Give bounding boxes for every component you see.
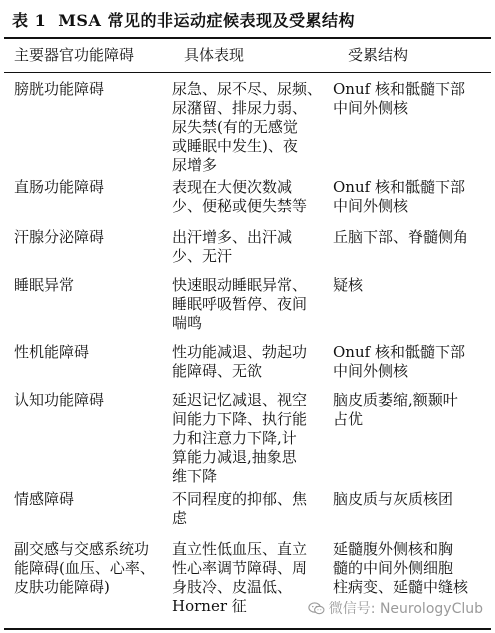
table-number: 表 1 xyxy=(12,11,47,30)
watermark-text: 微信号: NeurologyClub xyxy=(328,601,483,617)
header-manifestation: 具体表现 xyxy=(184,46,245,64)
row-manifestation-sexual: 性功能减退、勃起功 能障碍、无欲 xyxy=(172,343,308,380)
row-organ-sweat: 汗腺分泌障碍 xyxy=(14,228,105,246)
row-organ-affective: 情感障碍 xyxy=(14,490,75,508)
row-manifestation-sweat: 出汗增多、出汗减 少、无汗 xyxy=(172,228,293,265)
top-rule xyxy=(4,37,491,39)
row-organ-sexual: 性机能障碍 xyxy=(14,343,90,361)
row-organ-autonomic: 副交感与交感系统功 能障碍(血压、心率、 皮肤功能障碍) xyxy=(14,540,155,596)
row-structure-sleep: 疑核 xyxy=(333,276,364,294)
row-structure-rectum: Onuf 核和骶髓下部 中间外侧核 xyxy=(333,178,465,215)
row-manifestation-sleep: 快速眼动睡眠异常、 睡眠呼吸暂停、夜间 喘鸣 xyxy=(172,276,308,332)
bottom-rule xyxy=(4,628,491,630)
row-manifestation-autonomic: 直立性低血压、直立 性心率调节障碍、周 身肢冷、皮温低、 Horner 征 xyxy=(172,540,308,615)
row-structure-sexual: Onuf 核和骶髓下部 中间外侧核 xyxy=(333,343,465,380)
row-manifestation-cognition: 延迟记忆减退、视空 间能力下降、执行能 力和注意力下降,计 算能力减退,抽象思 维下降 xyxy=(172,391,308,485)
row-organ-rectum: 直肠功能障碍 xyxy=(14,178,105,196)
wechat-icon xyxy=(308,602,325,615)
row-manifestation-bladder: 尿急、尿不尽、尿频、 尿潴留、排尿力弱、 尿失禁(有的无感觉 或睡眠中发生)、夜 尿增多 xyxy=(172,80,323,174)
row-structure-cognition: 脑皮质萎缩,额颞叶 占优 xyxy=(333,391,458,428)
row-structure-sweat: 丘脑下部、脊髓侧角 xyxy=(333,228,469,246)
watermark xyxy=(308,598,483,618)
table-title: MSA 常见的非运动症候表现及受累结构 xyxy=(58,11,355,30)
row-organ-bladder: 膀胱功能障碍 xyxy=(14,80,105,98)
row-manifestation-affective: 不同程度的抑郁、焦 虑 xyxy=(172,490,308,527)
row-structure-autonomic: 延髓腹外侧核和胸 髓的中间外侧细胞 柱病变、延髓中缝核 xyxy=(333,540,469,596)
row-organ-cognition: 认知功能障碍 xyxy=(14,391,105,409)
header-rule xyxy=(4,72,491,73)
header-organ: 主要器官功能障碍 xyxy=(14,46,135,64)
table-caption xyxy=(12,8,355,31)
row-structure-affective: 脑皮质与灰质核团 xyxy=(333,490,454,508)
header-structure: 受累结构 xyxy=(348,46,409,64)
row-organ-sleep: 睡眠异常 xyxy=(14,276,75,294)
row-structure-bladder: Onuf 核和骶髓下部 中间外侧核 xyxy=(333,80,465,117)
row-manifestation-rectum: 表现在大便次数减 少、便秘或便失禁等 xyxy=(172,178,308,215)
